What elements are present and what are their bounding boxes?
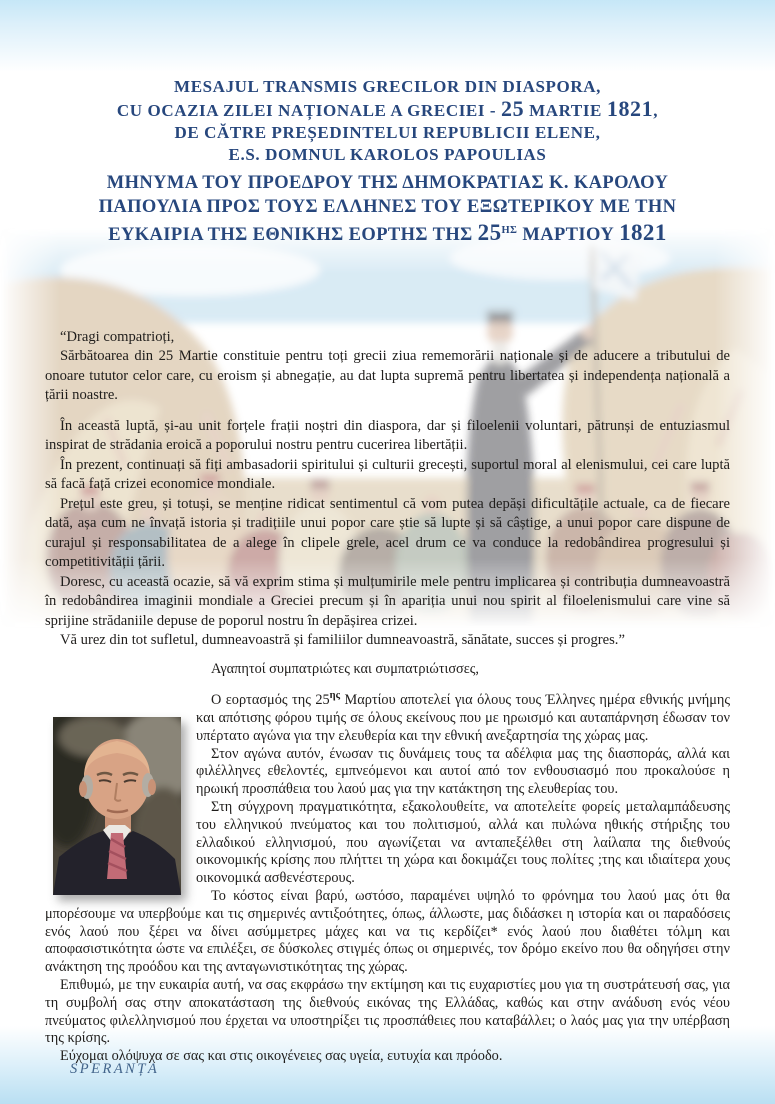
greek-paragraph: Στον αγώνα αυτόν, ένωσαν τις δυνάμεις τους τα αδέλφια μας της διασποράς, αλλά και φιλέλληνες εθελοντές, εμπνεόμενοι και αυτοί από τον ενθουσιασμό που προκαλούσε η ηρωική προσπάθεια του λαού μας για την κατάκτηση της ελευθερίας του. xyxy=(196,745,730,798)
greek-paragraph: Το κόστος είναι βαρύ, ωστόσο, παραμένει υψηλό το φρόνημα του λαού μας ότι θα μπορέσουμε να υπερβούμε και τις σημερινές αντιξοότητες, όπως, άλλωστε, μας διδάσκει η ιστορία και οι παραδόσεις ενός λαού που ξέρει να δίνει ασύμμετρες μάχες και να τις κερδίζει* ενός λαού που διαθέτει τόλμη και αποφασιστικότητα ώστε να επιλέξει, σε δύσκολες στιγμές όπως οι σημερινές, τον δρόμο εκείνο που θα οδηγήσει στην ανάκτηση της προόδου και της ανταγωνιστικότητας της χώρας. xyxy=(45,887,730,976)
footer-brand: SPERANȚA xyxy=(70,1061,160,1077)
romanian-paragraph: Prețul este greu, și totuși, se menține ridicat sentimentul că vom putea depăși dificultățile actuale, ca de fiecare dată, așa cum ne învață istoria și tradițiile unui popor care știe să lupte și să câștige, a unui popor care dispune de curajul și responsabilitatea de a alege în clipele grele, acel drum ce va conduce la redobândirea progresului și competitivității țării. xyxy=(45,495,730,571)
title-el-line1: ΜΗΝΥΜΑ ΤΟΥ ΠΡΟΕΔΡΟΥ ΤΗΣ ΔΗΜΟΚΡΑΤΙΑΣ Κ. ΚΑΡΟΛΟΥ xyxy=(106,173,669,193)
title-el-line3: ΕΥΚΑΙΡΙΑ ΤΗΣ ΕΘΝΙΚΗΣ ΕΟΡΤΗΣ ΤΗΣ $25^{H\Sigma}$ ΜΑΡΤΙΟΥ 1821 xyxy=(108,220,667,246)
year-number-greek: 1821 xyxy=(619,220,667,246)
greek-paragraph: Στη σύγχρονη πραγματικότητα, εξακολουθείτε, να αποτελείτε φορείς μεταλαμπάδευσης του ελληνικού πνεύματος και του πολιτισμού, αλλά και πυλώνα ηθικής στήριξης του ελλαδικού ελληνισμού, που αγωνίζεται να ανταπεξέλθει στη λαίλαπα της διεθνούς οικονομικής κρίσης που πλήττει τη χώρα και δοκιμάζει τους πολίτες ;της και ιδιαίτερα χους οικονομικά ασθενέστερους. xyxy=(196,799,730,887)
romanian-paragraph: Vă urez din tot sufletul, dumneavoastră și familiilor dumneavoastră, sănătate, succes și progres.” xyxy=(60,632,625,649)
romanian-paragraph: În prezent, continuați să fiți ambasadorii spiritului și culturii grecești, suportul moral al elenismului, cei care luptă să facă față crizei economice mondiale. xyxy=(45,456,730,493)
date-number: 25 xyxy=(501,96,525,121)
romanian-paragraph: Sărbătoarea din 25 Martie constituie pentru toți grecii ziua rememorării naționale și de aducere a tributului de onoare tututor celor care, cu eroism și abnegație, au dat lupta supremă pentru libertatea și independența națională a țării noastre. xyxy=(45,348,730,404)
year-number: 1821 xyxy=(606,96,654,121)
greek-salutation: Αγαπητοί συμπατριώτες και συμπατριώτισσες, xyxy=(211,660,479,677)
title-greek xyxy=(0,172,775,248)
portrait-art xyxy=(53,717,181,895)
romanian-paragraph: În această luptă, și-au unit forțele frații noștri din diaspora, dar și filoelenii voluntari, pătrunși de entuziasmul inspirat de strădania eroică a poporului nostru pentru cucerirea libertății. xyxy=(45,417,730,454)
title-ro-line2: CU OCAZIA ZILEI NAȚIONALE A GRECIEI - 25 MARTIE 1821, xyxy=(116,96,659,121)
date-number-greek: 25 xyxy=(477,220,502,246)
romanian-message xyxy=(45,328,730,651)
greek-paragraph: Ο εορτασμός της $25^{\eta\varsigma}$ Μαρτίου αποτελεί για όλους τους Έλληνες ημέρα εθνικής μνήμης και απότισης φόρου τιμής σε όλους εκείνους που με ηρωισμό και αυταπάρνηση έδωσαν τον υπέρτατο αγώνα για την ελευθερία και την εθνική ανεξαρτησία της χώρας μας. xyxy=(196,690,731,744)
greek-paragraph: Εύχομαι ολόψυχα σε σας και στις οικογένειες σας υγεία, ευτυχία και πρόοδο. xyxy=(60,1048,503,1065)
romanian-salutation: “Dragi compatrioți, xyxy=(60,328,175,345)
greek-message xyxy=(45,661,730,1066)
title-romanian xyxy=(0,76,775,166)
title-ro-line4: E.S. DOMNUL KAROLOS PAPOULIAS xyxy=(228,145,547,164)
greek-paragraph: Επιθυμώ, με την ευκαιρία αυτή, να σας εκφράσω την εκτίμηση και τις ευχαριστίες μου για τη συστράτευσή σας, για τη συμβολή σας στην αποκατάσταση της διεθνούς εικόνας της Ελλάδας, καθώς και στην ανάδυση ενός νέου πνεύματος φιλελληνισμού που έρχεται να υποστηρίξει τις προσπάθειες που καταβάλλει; ο λαός μας για την υπέρβαση της κρίσης. xyxy=(45,976,730,1047)
ordinal-superscript: ΗΣ xyxy=(501,225,518,236)
romanian-paragraph: Doresc, cu această ocazie, să vă exprim stima și mulțumirile mele pentru implicarea și contribuția dumneavoastră în redobândirea imaginii mondiale a Greciei precum și în apariția unui nou spirit al filoelenismului care vine să sprijine strădaniile depuse de poporul nostru în depășirea crizei. xyxy=(45,573,730,629)
title-el-line2: ΠΑΠΟΥΛΙΑ ΠΡΟΣ ΤΟΥΣ ΕΛΛΗΝΕΣ ΤΟΥ ΕΞΩΤΕΡΙΚΟΥ ΜΕ ΤΗΝ xyxy=(98,196,677,217)
president-portrait-photo xyxy=(53,717,181,895)
title-ro-line3: DE CĂTRE PREȘEDINTELUI REPUBLICII ELENE, xyxy=(174,123,601,142)
ordinal-superscript: ης xyxy=(329,690,341,702)
title-ro-line1: MESAJUL TRANSMIS GRECILOR DIN DIASPORA, xyxy=(174,77,601,96)
